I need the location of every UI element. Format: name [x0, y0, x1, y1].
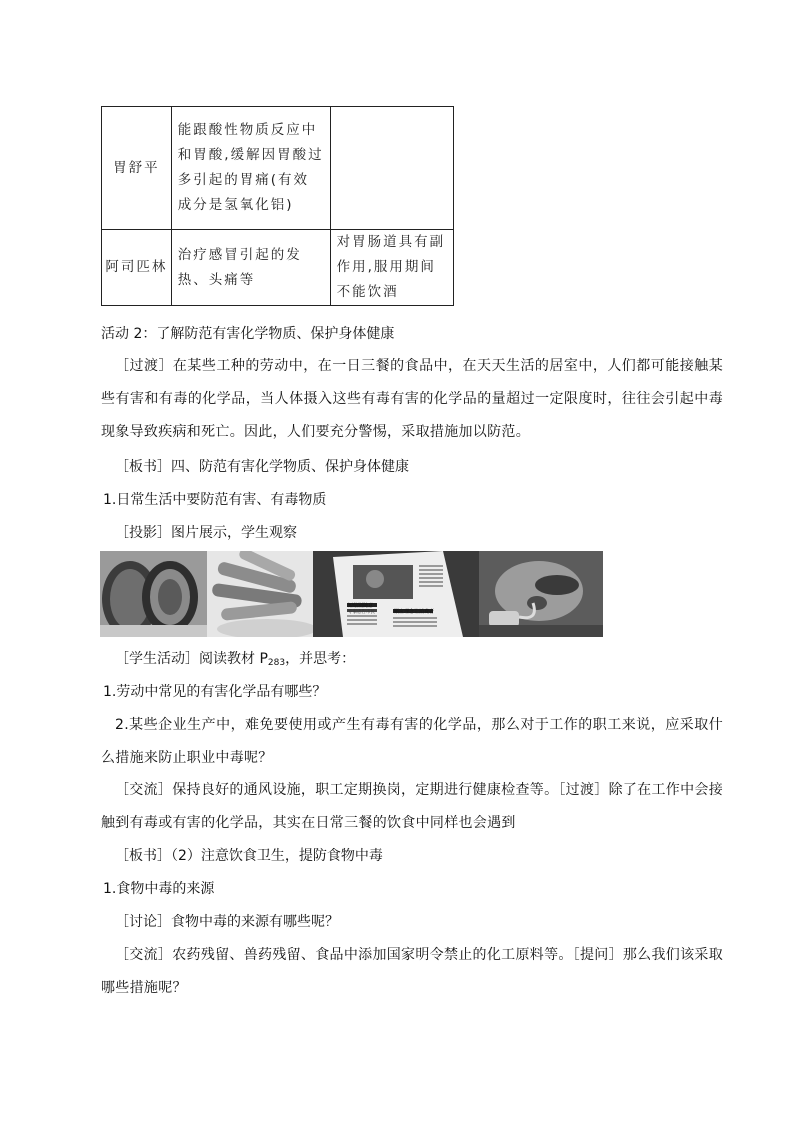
board-item-2: 1.食物中毒的来源	[103, 881, 215, 897]
medicine-name-cell: 阿司匹林	[102, 230, 172, 306]
student-activity-suffix: ，并思考：	[285, 651, 356, 667]
medicine-table	[101, 106, 454, 306]
newspaper-headline-1: 短信别随意	[348, 603, 374, 609]
table-row	[102, 230, 454, 306]
medicine-use-cell: 能跟酸性物质反应中和胃酸,缓解因胃酸过多引起的胃痛(有效成分是氢氧化铝)	[171, 107, 330, 230]
discussion-line: ［讨论］食物中毒的来源有哪些呢？	[115, 914, 339, 930]
newspaper-headline-3: 顺应理念让消费者	[394, 609, 435, 615]
photo-sausages	[207, 551, 313, 637]
page-number-subscript: 283	[267, 658, 286, 668]
transition-paragraph: ［过渡］在某些工种的劳动中，在一日三餐的食品中，在天天生活的居室中，人们都可能接触某些有害和有毒的化学品，当人体摄入这些有毒有害的化学品的量超过一定限度时，往往会引起中毒现象导致疾病和死亡。因此，人们要充分警惕，采取措施加以防范。	[101, 358, 723, 440]
photo-spoiled-food	[100, 551, 207, 637]
photo-patient	[479, 551, 603, 637]
question-2: 2.某些企业生产中，难免要使用或产生有毒有害的化学品，那么对于工作的职工来说，应采取什么措施来防止职业中毒呢？	[101, 717, 723, 766]
board-item-1: 1.日常生活中要防范有害、有毒物质	[103, 492, 327, 508]
exchange-paragraph-2: ［交流］农药残留、兽药残留、食品中添加国家明令禁止的化工原料等。［提问］那么我们该采取哪些措施呢？	[101, 947, 723, 996]
student-activity-line	[115, 643, 735, 680]
question-1: 1.劳动中常见的有害化学品有哪些？	[103, 684, 327, 700]
projection-line: ［投影］图片展示，学生观察	[115, 525, 297, 541]
newspaper-headline-2: 专家忠告市民	[348, 610, 375, 615]
board-heading-1: ［板书］四、防范有害化学物质、保护身体健康	[115, 459, 409, 475]
medicine-note-cell	[330, 107, 453, 230]
exchange-paragraph-1: ［交流］保持良好的通风设施，职工定期换岗，定期进行健康检查等。［过渡］除了在工作中会接触到有毒或有害的化学品，其实在日常三餐的饮食中同样也会遇到	[101, 782, 723, 831]
medicine-note-cell: 对胃肠道具有副作用,服用期间不能饮酒	[330, 230, 453, 306]
student-activity-prefix: ［学生活动］阅读教材 P	[115, 651, 268, 667]
activity-heading: 活动 2：了解防范有害化学物质、保护身体健康	[101, 326, 395, 342]
photo-strip	[100, 551, 603, 637]
medicine-use-cell: 治疗感冒引起的发热、头痛等	[171, 230, 330, 306]
photo-newspaper	[313, 551, 479, 637]
table-row	[102, 107, 454, 230]
board-heading-2: ［板书］（2）注意饮食卫生，提防食物中毒	[115, 848, 383, 864]
medicine-name-cell: 胃舒平	[102, 107, 172, 230]
